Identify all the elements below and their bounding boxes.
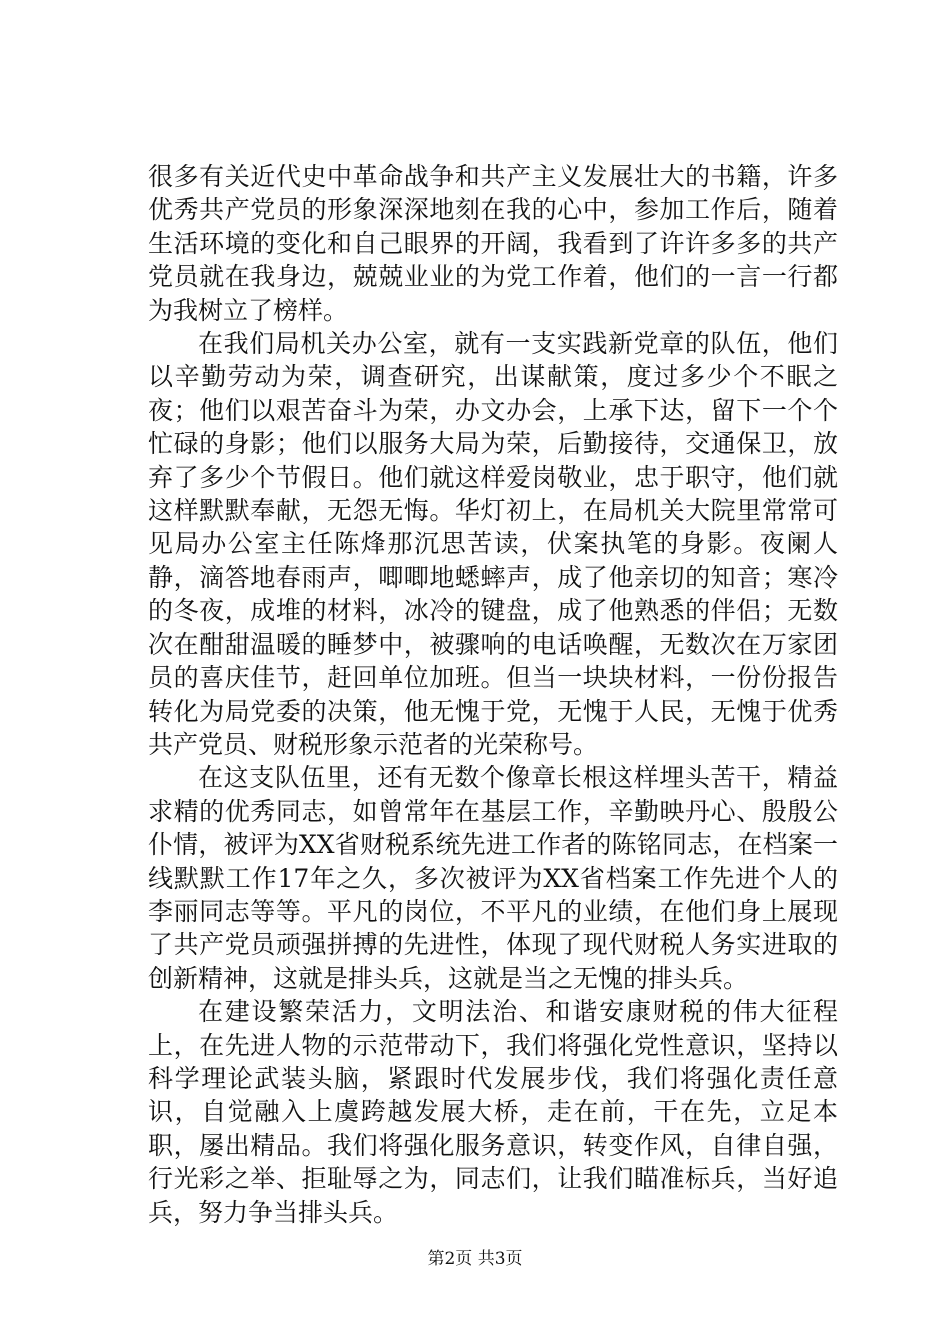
paragraph-3: 在这支队伍里，还有无数个像章长根这样埋头苦干，精益求精的优秀同志，如曾常年在基层工作，辛勤映丹心、殷殷公仆情，被评为XX省财税系统先进工作者的陈铭同志，在档案一线默默工作17年之久，多次被评为XX省档案工作先进个人的李丽同志等等。平凡的岗位，不平凡的业绩，在他们身上展现了共产党员顽强拼搏的先进性，体现了现代财税人务实进取的创新精神，这就是排头兵，这就是当之无愧的排头兵。 — [148, 763, 838, 993]
paragraph-1: 很多有关近代史中革命战争和共产主义发展壮大的书籍，许多优秀共产党员的形象深深地刻在我的心中，参加工作后，随着生活环境的变化和自己眼界的开阔，我看到了许许多多的共产党员就在我身边，兢兢业业的为党工作着，他们的一言一行都为我树立了榜样。 — [148, 162, 838, 325]
paragraph-4: 在建设繁荣活力，文明法治、和谐安康财税的伟大征程上，在先进人物的示范带动下，我们将强化党性意识，坚持以科学理论武装头脑，紧跟时代发展步伐，我们将强化责任意识，自觉融入上虞跨越发展大桥，走在前，干在先，立足本职，屡出精品。我们将强化服务意识，转变作风，自律自强，行光彩之举、拒耻辱之为，同志们，让我们瞄准标兵，当好追兵，努力争当排头兵。 — [148, 997, 838, 1227]
page-footer: 第2页 共3页 — [427, 1249, 523, 1269]
paragraph-2: 在我们局机关办公室，就有一支实践新党章的队伍，他们以辛勤劳动为荣，调查研究，出谋献策，度过多少个不眠之夜；他们以艰苦奋斗为荣，办文办会，上承下达，留下一个个忙碌的身影；他们以服务大局为荣，后勤接待，交通保卫，放弃了多少个节假日。他们就这样爱岗敬业，忠于职守，他们就这样默默奉献，无怨无悔。华灯初上，在局机关大院里常常可见局办公室主任陈烽那沉思苦读，伏案执笔的身影。夜阑人静，滴答地春雨声，唧唧地蟋蟀声，成了他亲切的知音；寒冷的冬夜，成堆的材料，冰冷的键盘，成了他熟悉的伴侣；无数次在酣甜温暖的睡梦中，被骤响的电话唤醒，无数次在万家团员的喜庆佳节，赶回单位加班。但当一块块材料，一份份报告转化为局党委的决策，他无愧于党，无愧于人民，无愧于优秀共产党员、财税形象示范者的光荣称号。 — [148, 329, 838, 759]
document-body — [148, 160, 838, 1229]
